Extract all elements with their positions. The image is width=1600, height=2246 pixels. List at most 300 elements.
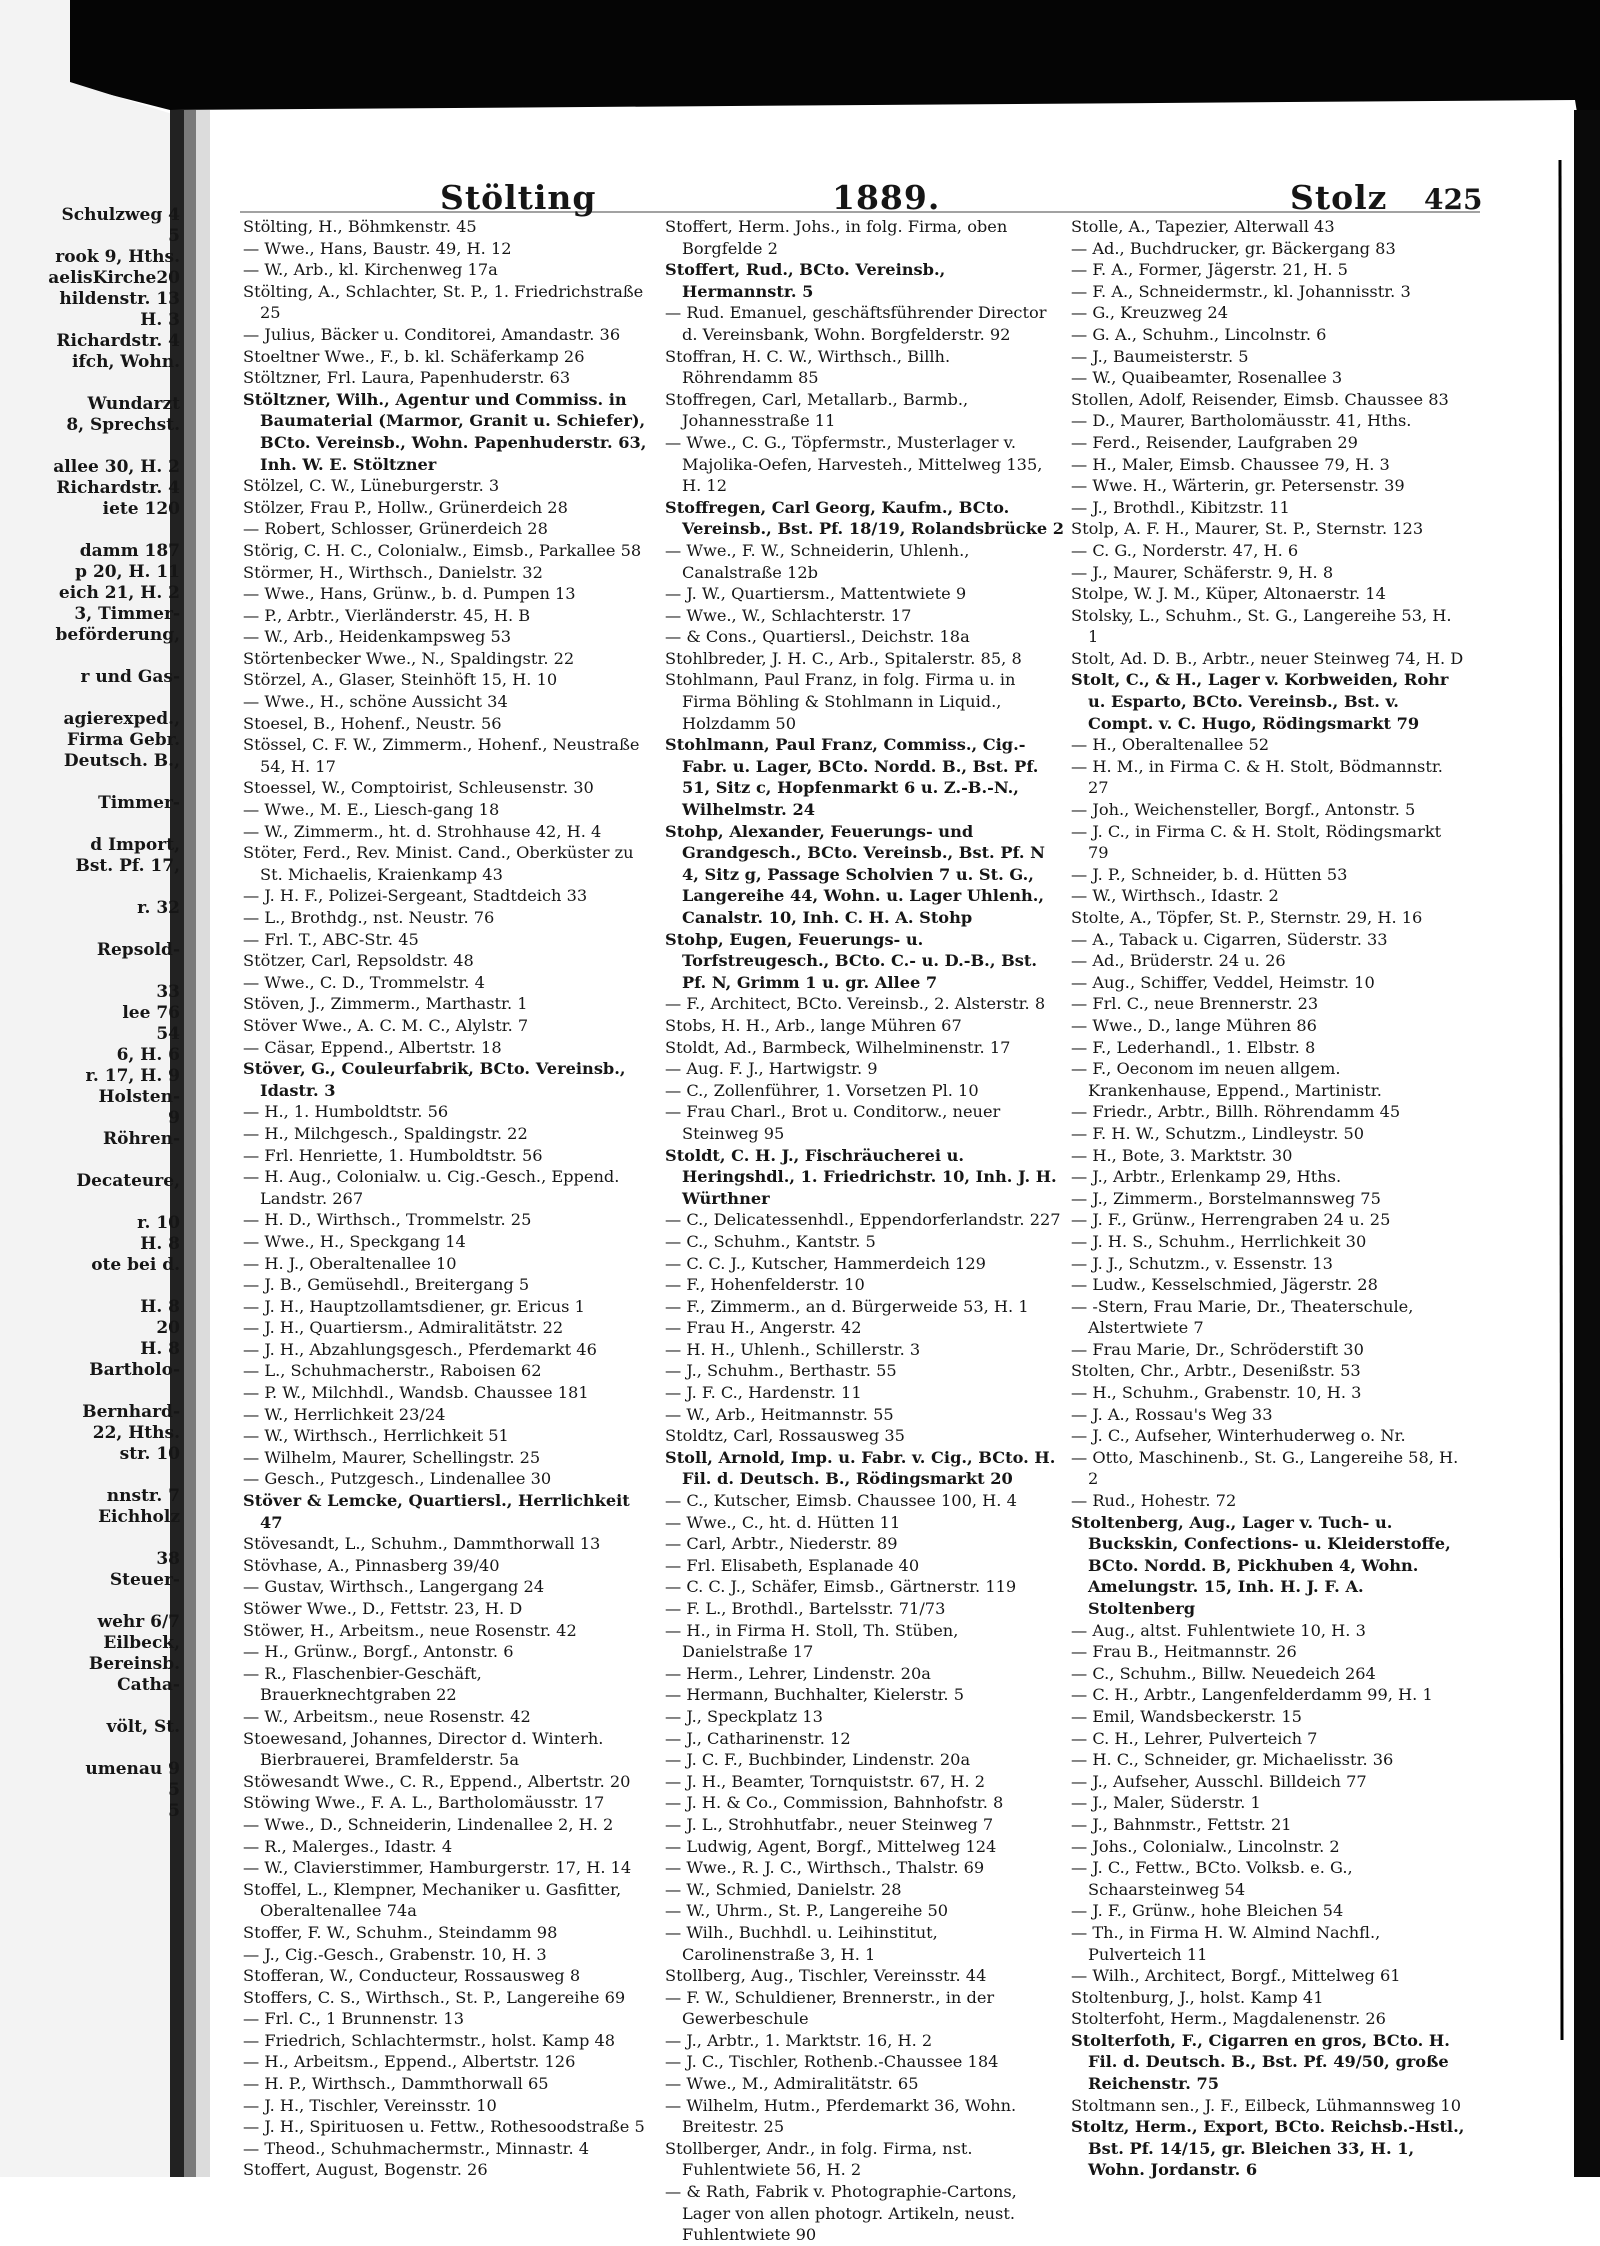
directory-entry: — & Rath, Fabrik v. Photographie-Cartons, Lager von allen photogr. Artikeln, neust. Fuhlentwiete 90: [665, 2182, 1017, 2245]
directory-entry: — Rud., Hohestr. 72: [1071, 1491, 1237, 1511]
directory-entry: Stoffer, F. W., Schuhm., Steindamm 98: [243, 1922, 558, 1942]
directory-entry: Stohp, Eugen, Feuerungs- u. Torfstreugesch., BCto. C.- u. D.-B., Bst. Pf. N, Grimm 1 u. gr. Allee 7: [665, 929, 1037, 992]
directory-entry: — L., Brothdg., nst. Neustr. 76: [243, 908, 495, 927]
left-fragment-line: Timmer-: [98, 793, 180, 813]
directory-entry: Stolt, Ad. D. B., Arbtr., neuer Steinweg 74, H. D: [1071, 648, 1464, 668]
directory-entry: — R., Flaschenbier-Geschäft, Brauerknechtgraben 22: [243, 1663, 482, 1705]
directory-entry: — J. H., Tischler, Vereinsstr. 10: [243, 2095, 497, 2115]
directory-entry: — J., Maler, Süderstr. 1: [1071, 1793, 1261, 1813]
directory-entry: — J. H. & Co., Commission, Bahnhofstr. 8: [665, 1793, 1004, 1813]
directory-entry: — J., Brothdl., Kibitzstr. 11: [1071, 497, 1290, 517]
directory-entry: — F. W., Schuldiener, Brennerstr., in der Gewerbeschule: [665, 1987, 995, 2029]
directory-entry: — Aug. F. J., Hartwigstr. 9: [665, 1059, 878, 1079]
left-fragment-line: H. 8: [140, 1339, 180, 1359]
directory-entry: — C., Zollenführer, 1. Vorsetzen Pl. 10: [665, 1080, 979, 1100]
directory-entry: — J. F., Grünw., hohe Bleichen 54: [1071, 1901, 1344, 1921]
directory-entry: — H., Oberaltenallee 52: [1071, 735, 1270, 755]
directory-entry: — J. H., Beamter, Tornquiststr. 67, H. 2: [665, 1771, 986, 1791]
directory-column-1: [243, 216, 657, 2180]
directory-entry: — Ferd., Reisender, Laufgraben 29: [1071, 432, 1358, 452]
directory-entry: Stöver Wwe., A. C. M. C., Alylstr. 7: [243, 1015, 529, 1035]
directory-entry: — C. C. J., Schäfer, Eimsb., Gärtnerstr. 119: [665, 1577, 1017, 1597]
directory-entry: — A., Taback u. Cigarren, Süderstr. 33: [1071, 929, 1388, 949]
directory-entry: Stofferan, W., Conducteur, Rossausweg 8: [243, 1966, 581, 1986]
left-fragment-line: 3, Timmer-: [74, 604, 180, 624]
left-fragment-line: [0, 373, 180, 394]
directory-entry: Stöven, J., Zimmerm., Marthastr. 1: [243, 994, 528, 1014]
left-fragment-line: d Import,: [90, 835, 180, 855]
directory-entry: Störtenbecker Wwe., N., Spaldingstr. 22: [243, 648, 575, 668]
directory-entry: Stohlmann, Paul Franz, Commiss., Cig.-Fabr. u. Lager, BCto. Nordd. B., Bst. Pf. 51, Sitz c, Hopfenmarkt 6 u. Z.-B.-N., Wilhelmstr. 24: [665, 735, 1039, 820]
left-fragment-line: [0, 772, 180, 793]
directory-entry: — Wwe., M. E., Liesch-gang 18: [243, 800, 500, 820]
left-fragment-line: [0, 961, 180, 982]
directory-entry: — C., Delicatessenhdl., Eppendorferlandstr. 227: [665, 1210, 1061, 1230]
directory-entry: — Th., in Firma H. W. Almind Nachfl., Pulverteich 11: [1071, 1922, 1381, 1964]
left-fragment-line: [0, 1381, 180, 1402]
directory-entry: — Friedrich, Schlachtermstr., holst. Kamp 48: [243, 2030, 616, 2050]
left-fragment-line: [0, 1738, 180, 1759]
directory-entry: — Frau H., Angerstr. 42: [665, 1318, 862, 1338]
directory-entry: — F., Oeconom im neuen allgem. Krankenhause, Eppend., Martinistr.: [1071, 1059, 1382, 1100]
directory-entry: — Wwe., C., ht. d. Hütten 11: [665, 1512, 901, 1532]
directory-entry: — J. H., Hauptzollamtsdiener, gr. Ericus 1: [243, 1296, 585, 1316]
directory-entry: — W., Arb., Heidenkampsweg 53: [243, 627, 512, 647]
directory-entry: — Hermann, Buchhalter, Kielerstr. 5: [665, 1685, 965, 1705]
left-fragment-line: [0, 919, 180, 940]
directory-entry: Stolsky, L., Schuhm., St. G., Langereihe 53, H. 1: [1071, 605, 1452, 647]
directory-entry: — W., Wirthsch., Herrlichkeit 51: [243, 1426, 509, 1446]
left-fragment-line: [0, 1465, 180, 1486]
left-fragment-line: 33: [156, 982, 180, 1002]
left-fragment-line: 5: [168, 1780, 180, 1800]
directory-entry: — Wwe., M., Admiralitätstr. 65: [665, 2074, 919, 2094]
left-fragment-line: ifch, Wohn.: [71, 352, 180, 372]
directory-entry: — Frl. Elisabeth, Esplanade 40: [665, 1555, 920, 1575]
directory-entry: Stöver, G., Couleurfabrik, BCto. Vereinsb., Idastr. 3: [243, 1059, 626, 1100]
directory-entry: — J., Schuhm., Berthastr. 55: [665, 1361, 897, 1381]
directory-entry: Stoll, Arnold, Imp. u. Fabr. v. Cig., BCto. H. Fil. d. Deutsch. B., Rödingsmarkt 20: [665, 1447, 1056, 1489]
directory-entry: — G., Kreuzweg 24: [1071, 303, 1229, 323]
left-fragment-line: p 20, H. 11: [75, 562, 180, 582]
directory-entry: — J. H., Quartiersm., Admiralitätstr. 22: [243, 1318, 564, 1338]
directory-entry: Stoffers, C. S., Wirthsch., St. P., Langereihe 69: [243, 1987, 626, 2007]
directory-entry: — J. C., Aufseher, Winterhuderweg o. Nr.: [1071, 1426, 1406, 1446]
directory-entry: — F. H. W., Schutzm., Lindleystr. 50: [1071, 1123, 1365, 1143]
left-fragment-line: 22, Hths.: [92, 1423, 180, 1443]
directory-entry: — H., Bote, 3. Marktstr. 30: [1071, 1145, 1293, 1165]
directory-entry: Stötzer, Carl, Repsoldstr. 48: [243, 951, 474, 971]
directory-entry: — H., in Firma H. Stoll, Th. Stüben, Danielstraße 17: [665, 1620, 959, 1662]
left-fragment-line: H. 8: [140, 1297, 180, 1317]
directory-entry: — C. G., Norderstr. 47, H. 6: [1071, 540, 1299, 560]
directory-entry: — H. M., in Firma C. & H. Stolt, Bödmannstr. 27: [1071, 756, 1443, 798]
left-fragment-line: [0, 520, 180, 541]
directory-entry: — F. L., Brothdl., Bartelsstr. 71/73: [665, 1599, 946, 1618]
directory-entry: Stoffregen, Carl, Metallarb., Barmb., Johannesstraße 11: [665, 389, 969, 431]
directory-entry: — Julius, Bäcker u. Conditorei, Amandastr. 36: [243, 324, 621, 344]
left-fragment-line: völt, St.: [106, 1717, 180, 1737]
directory-entry: Stöltzner, Frl. Laura, Papenhuderstr. 63: [243, 368, 571, 388]
directory-entry: — Wwe., H., schöne Aussicht 34: [243, 692, 508, 712]
left-fragment-line: [0, 436, 180, 457]
directory-entry: — Frl. T., ABC-Str. 45: [243, 929, 419, 949]
directory-entry: Stoffel, L., Klempner, Mechaniker u. Gasfitter, Oberaltenallee 74a: [243, 1879, 622, 1921]
left-fragment-line: Holsten-: [98, 1087, 180, 1107]
left-fragment-line: [0, 1150, 180, 1171]
left-fragment-line: iete 120: [102, 499, 180, 519]
directory-entry: — Carl, Arbtr., Niederstr. 89: [665, 1534, 898, 1554]
directory-entry: — J. H., Abzahlungsgesch., Pferdemarkt 46: [243, 1339, 597, 1359]
directory-entry: Störig, C. H. C., Colonialw., Eimsb., Parkallee 58: [243, 540, 642, 560]
directory-entry: — J., Bahnmstr., Fettstr. 21: [1071, 1814, 1292, 1834]
directory-entry: — Theod., Schuhmachermstr., Minnastr. 4: [243, 2138, 590, 2158]
left-fragment-line: Eilbeck,: [103, 1633, 180, 1653]
directory-entry: — C. H., Lehrer, Pulverteich 7: [1071, 1728, 1318, 1748]
directory-entry: Stolpe, W. J. M., Küper, Altonaerstr. 14: [1071, 584, 1386, 604]
directory-entry: — F., Zimmerm., an d. Bürgerweide 53, H. 1: [665, 1296, 1029, 1316]
left-fragment-line: [0, 814, 180, 835]
directory-entry: — Wwe., H., Speckgang 14: [243, 1231, 466, 1251]
directory-entry: Stölzel, C. W., Lüneburgerstr. 3: [243, 476, 500, 496]
directory-entry: Stöwer, H., Arbeitsm., neue Rosenstr. 42: [243, 1620, 577, 1640]
directory-entry: — J. A., Rossau's Weg 33: [1071, 1404, 1273, 1424]
left-fragment-line: Bartholo-: [89, 1360, 180, 1380]
directory-entry: — W., Clavierstimmer, Hamburgerstr. 17, H. 14: [243, 1858, 632, 1878]
directory-entry: Stobs, H. H., Arb., lange Mühren 67: [665, 1015, 962, 1035]
left-fragment-line: Richardstr. 4: [56, 478, 180, 498]
directory-entry: — Wwe. H., Wärterin, gr. Petersenstr. 39: [1071, 476, 1405, 496]
directory-entry: — J. C. F., Buchbinder, Lindenstr. 20a: [665, 1750, 971, 1770]
directory-entry: Stoldtz, Carl, Rossausweg 35: [665, 1426, 905, 1446]
directory-entry: Stoffregen, Carl Georg, Kaufm., BCto. Vereinsb., Bst. Pf. 18/19, Rolandsbrücke 2: [665, 497, 1065, 539]
directory-entry: Stohlbreder, J. H. C., Arb., Spitalerstr. 85, 8: [665, 648, 1022, 668]
left-fragment-line: 5: [168, 226, 180, 246]
left-fragment-line: aelisKirche20: [48, 268, 180, 288]
directory-entry: — C. C. J., Kutscher, Hammerdeich 129: [665, 1253, 986, 1273]
left-fragment-line: nnstr. 7: [106, 1486, 180, 1506]
left-fragment-line: allee 30, H. 2: [53, 457, 180, 477]
directory-entry: Stoldt, C. H. J., Fischräucherei u. Heringshdl., 1. Friedrichstr. 10, Inh. J. H. Würthner: [665, 1145, 1057, 1208]
left-fragment-line: 8, Sprechst.: [66, 415, 180, 435]
left-fragment-line: r. 10: [137, 1213, 180, 1233]
directory-entry: — Otto, Maschinenb., St. G., Langereihe 58, H. 2: [1071, 1447, 1459, 1489]
left-fragment-line: r. 32: [137, 898, 180, 918]
running-header-year: 1889.: [832, 178, 941, 217]
directory-entry: — H. P., Wirthsch., Dammthorwall 65: [243, 2074, 549, 2094]
directory-entry: Stolte, A., Töpfer, St. P., Sternstr. 29, H. 16: [1071, 908, 1423, 927]
running-header-right: Stolz: [1290, 178, 1388, 217]
directory-entry: Stoltenberg, Aug., Lager v. Tuch- u. Buckskin, Confections- u. Kleiderstoffe, BCto. Nordd. B, Pickhuben 4, Wohn. Amelungstr. 15, Inh. H. J. F. A. Stoltenberg: [1071, 1512, 1451, 1618]
directory-entry: — J. C., in Firma C. & H. Stolt, Rödingsmarkt 79: [1071, 821, 1442, 863]
left-fragment-line: [0, 877, 180, 898]
directory-entry: Stolterfoth, F., Cigarren en gros, BCto. H. Fil. d. Deutsch. B., Bst. Pf. 49/50, große Reichenstr. 75: [1071, 2030, 1450, 2094]
directory-entry: — H. J., Oberaltenallee 10: [243, 1253, 457, 1273]
directory-entry: — Wwe., F. W., Schneiderin, Uhlenh., Canalstraße 12b: [665, 540, 970, 582]
directory-entry: — Friedr., Arbtr., Billh. Röhrendamm 45: [1071, 1102, 1401, 1122]
directory-entry: Stöwesandt Wwe., C. R., Eppend., Albertstr. 20: [243, 1771, 631, 1791]
directory-entry: — J., Speckplatz 13: [665, 1706, 823, 1726]
directory-entry: — F. A., Schneidermstr., kl. Johannisstr. 3: [1071, 281, 1411, 301]
directory-entry: — H., Milchgesch., Spaldingstr. 22: [243, 1123, 528, 1143]
directory-entry: — Wwe., C. D., Trommelstr. 4: [243, 972, 485, 992]
directory-entry: Stössel, C. F. W., Zimmerm., Hohenf., Neustraße 54, H. 17: [243, 735, 640, 776]
left-fragment-line: [0, 1276, 180, 1297]
left-fragment-line: 54: [156, 1024, 180, 1044]
directory-entry: — Herm., Lehrer, Lindenstr. 20a: [665, 1663, 931, 1683]
left-fragment-line: eich 21, H. 2: [58, 583, 180, 603]
directory-entry: — J. F. C., Hardenstr. 11: [665, 1383, 862, 1403]
left-fragment-line: Bernhard-: [82, 1402, 180, 1422]
directory-entry: — C., Schuhm., Billw. Neuedeich 264: [1071, 1663, 1376, 1683]
directory-entry: Stoewesand, Johannes, Director d. Winterh. Bierbrauerei, Bramfelderstr. 5a: [243, 1728, 604, 1770]
left-fragment-line: agierexped.,: [63, 709, 180, 729]
directory-entry: — C., Schuhm., Kantstr. 5: [665, 1231, 876, 1251]
directory-entry: — W., Zimmerm., ht. d. Strohhause 42, H. 4: [243, 821, 602, 841]
directory-entry: — Wilhelm, Hutm., Pferdemarkt 36, Wohn. Breitestr. 25: [665, 2095, 1017, 2137]
directory-entry: — J. J., Schutzm., v. Essenstr. 13: [1071, 1253, 1333, 1273]
directory-entry: — Wwe., W., Schlachterstr. 17: [665, 605, 912, 625]
directory-entry: — F., Lederhandl., 1. Elbstr. 8: [1071, 1037, 1316, 1057]
directory-entry: — J. L., Strohhutfabr., neuer Steinweg 7: [665, 1814, 994, 1834]
directory-entry: — D., Maurer, Bartholomäusstr. 41, Hths.: [1071, 411, 1412, 431]
directory-entry: — Ludw., Kesselschmied, Jägerstr. 28: [1071, 1275, 1378, 1295]
directory-entry: — F., Architect, BCto. Vereinsb., 2. Alsterstr. 8: [665, 994, 1046, 1014]
directory-entry: — H., Grünw., Borgf., Antonstr. 6: [243, 1642, 514, 1662]
directory-entry: Stoesel, B., Hohenf., Neustr. 56: [243, 713, 502, 733]
left-fragment-line: [0, 1192, 180, 1213]
directory-entry: — Cäsar, Eppend., Albertstr. 18: [243, 1037, 502, 1057]
directory-entry: Stövhase, A., Pinnasberg 39/40: [243, 1555, 500, 1575]
directory-entry: Stoffert, August, Bogenstr. 26: [243, 2160, 488, 2180]
directory-entry: — Aug., altst. Fuhlentwiete 10, H. 3: [1071, 1620, 1366, 1640]
directory-entry: — H., Maler, Eimsb. Chaussee 79, H. 3: [1071, 454, 1390, 474]
left-fragment-line: [0, 1696, 180, 1717]
directory-entry: — C. H., Arbtr., Langenfelderdamm 99, H. 1: [1071, 1685, 1433, 1705]
directory-entry: Stollberger, Andr., in folg. Firma, nst. Fuhlentwiete 56, H. 2: [665, 2138, 973, 2180]
directory-entry: Stollberg, Aug., Tischler, Vereinsstr. 44: [665, 1966, 987, 1986]
directory-entry: — J. C., Tischler, Rothenb.-Chaussee 184: [665, 2052, 999, 2072]
running-header-left: Stölting: [440, 178, 597, 217]
directory-entry: — Emil, Wandsbeckerstr. 15: [1071, 1706, 1302, 1726]
directory-entry: — Wwe., D., Schneiderin, Lindenallee 2, H. 2: [243, 1814, 614, 1834]
left-fragment-line: Deutsch. B.,: [63, 751, 180, 771]
left-fragment-line: wehr 6/7: [97, 1612, 180, 1632]
left-fragment-line: Catha-: [117, 1675, 180, 1695]
left-fragment-line: ote bei d.: [91, 1255, 180, 1275]
directory-entry: — J. H. F., Polizei-Sergeant, Stadtdeich 33: [243, 886, 588, 906]
left-fragment-line: [0, 1528, 180, 1549]
directory-entry: — J., Baumeisterstr. 5: [1071, 346, 1249, 366]
directory-entry: — L., Schuhmacherstr., Raboisen 62: [243, 1361, 542, 1381]
directory-entry: — -Stern, Frau Marie, Dr., Theaterschule, Alstertwiete 7: [1071, 1296, 1414, 1338]
directory-entry: Stöter, Ferd., Rev. Minist. Cand., Oberküster zu St. Michaelis, Kraienkamp 43: [243, 843, 634, 884]
directory-entry: — H. D., Wirthsch., Trommelstr. 25: [243, 1210, 532, 1230]
left-fragment-line: r. 17, H. 9: [85, 1066, 180, 1086]
directory-entry: Stoffran, H. C. W., Wirthsch., Billh. Röhrendamm 85: [665, 346, 951, 388]
directory-entry: — J. B., Gemüsehdl., Breitergang 5: [243, 1275, 530, 1295]
directory-entry: — W., Arb., kl. Kirchenweg 17a: [243, 260, 498, 280]
left-fragment-line: Bst. Pf. 17,: [75, 856, 180, 876]
directory-entry: Stoltenburg, J., holst. Kamp 41: [1071, 1987, 1324, 2007]
left-fragment-line: Richardstr. 4: [56, 331, 180, 351]
left-fragment-line: Eichholz: [98, 1507, 180, 1527]
directory-entry: — J., Aufseher, Ausschl. Billdeich 77: [1071, 1771, 1367, 1791]
directory-entry: — W., Quaibeamter, Rosenallee 3: [1071, 368, 1343, 388]
directory-entry: — Wwe., R. J. C., Wirthsch., Thalstr. 69: [665, 1858, 985, 1878]
directory-entry: — Frl. C., 1 Brunnenstr. 13: [243, 2009, 465, 2029]
directory-entry: Stohp, Alexander, Feuerungs- und Grandgesch., BCto. Vereinsb., Bst. Pf. N 4, Sitz g, Passage Scholvien 7 u. St. G., Langereihe 44, Wohn. u. Lager Uhlenh., Canalstr. 10, Inh. C. H. A. Stohp: [665, 821, 1045, 927]
directory-entry: — J., Catharinenstr. 12: [665, 1728, 851, 1748]
directory-entry: Stoffert, Rud., BCto. Vereinsb., Hermannstr. 5: [665, 260, 946, 301]
directory-entry: — Aug., Schiffer, Veddel, Heimstr. 10: [1071, 972, 1375, 992]
directory-entry: — J., Maurer, Schäferstr. 9, H. 8: [1071, 562, 1334, 582]
directory-entry: Stöver & Lemcke, Quartiersl., Herrlichkeit 47: [243, 1491, 630, 1532]
directory-entry: Stolle, A., Tapezier, Alterwall 43: [1071, 217, 1335, 236]
directory-entry: — Wwe., Hans, Grünw., b. d. Pumpen 13: [243, 584, 576, 604]
directory-entry: — R., Malerges., Idastr. 4: [243, 1836, 453, 1856]
directory-entry: — H. C., Schneider, gr. Michaelisstr. 36: [1071, 1750, 1394, 1770]
directory-entry: Stoldt, Ad., Barmbeck, Wilhelminenstr. 17: [665, 1037, 1011, 1057]
directory-entry: — Frl. C., neue Brennerstr. 23: [1071, 994, 1319, 1014]
directory-entry: — Wilh., Architect, Borgf., Mittelweg 61: [1071, 1966, 1401, 1986]
directory-entry: Stolten, Chr., Arbtr., Desenißstr. 53: [1071, 1361, 1361, 1381]
directory-entry: — & Cons., Quartiersl., Deichstr. 18a: [665, 627, 970, 647]
directory-entry: — J., Zimmerm., Borstelmannsweg 75: [1071, 1188, 1381, 1208]
directory-entry: — J. P., Schneider, b. d. Hütten 53: [1071, 864, 1348, 884]
directory-entry: — Ludwig, Agent, Borgf., Mittelweg 124: [665, 1836, 997, 1856]
directory-entry: Stöwer Wwe., D., Fettstr. 23, H. D: [243, 1599, 523, 1618]
directory-entry: Stöltzner, Wilh., Agentur und Commiss. in Baumaterial (Marmor, Granit u. Schiefer), BCto. Vereinsb., Wohn. Papenhuderstr. 63, Inh. W. E. Stöltzner: [243, 389, 647, 474]
left-fragment-line: Schulzweg 4: [61, 205, 180, 225]
directory-entry: — H., Arbeitsm., Eppend., Albertstr. 126: [243, 2052, 576, 2072]
directory-entry: Stolterfoht, Herm., Magdalenenstr. 26: [1071, 2009, 1386, 2029]
page-number: 425: [1424, 183, 1483, 216]
directory-entry: Stoeltner Wwe., F., b. kl. Schäferkamp 26: [243, 346, 585, 366]
directory-entry: — J. C., Fettw., BCto. Volksb. e. G., Schaarsteinweg 54: [1071, 1858, 1353, 1899]
directory-entry: — Wilhelm, Maurer, Schellingstr. 25: [243, 1447, 541, 1467]
directory-entry: — H. Aug., Colonialw. u. Cig.-Gesch., Eppend. Landstr. 267: [243, 1167, 620, 1208]
directory-entry: — Joh., Weichensteller, Borgf., Antonstr. 5: [1071, 800, 1416, 820]
left-fragment-line: beförderung,: [55, 625, 180, 645]
left-fragment-line: damm 187: [79, 541, 180, 561]
directory-entry: — J., Arbtr., 1. Marktstr. 16, H. 2: [665, 2030, 933, 2050]
directory-entry: Stoltz, Herm., Export, BCto. Reichsb.-Hstl., Bst. Pf. 14/15, gr. Bleichen 33, H. 1, Wohn. Jordanstr. 6: [1071, 2117, 1465, 2180]
directory-entry: — W., Arbeitsm., neue Rosenstr. 42: [243, 1706, 531, 1726]
directory-entry: Störmer, H., Wirthsch., Danielstr. 32: [243, 562, 543, 582]
directory-entry: Stöwing Wwe., F. A. L., Bartholomäusstr. 17: [243, 1793, 605, 1813]
directory-entry: — Robert, Schlosser, Grünerdeich 28: [243, 519, 548, 539]
left-fragment-line: 9: [168, 1108, 180, 1128]
left-fragment-line: Bereinsb.: [88, 1654, 180, 1674]
directory-entry: — C., Kutscher, Eimsb. Chaussee 100, H. 4: [665, 1491, 1017, 1511]
left-fragment-line: Wundarzt: [87, 394, 180, 414]
directory-entry: Stölting, H., Böhmkenstr. 45: [243, 217, 477, 236]
directory-entry: — Frau Charl., Brot u. Conditorw., neuer Steinweg 95: [665, 1102, 1001, 1143]
left-fragment-line: r und Gas-: [80, 667, 180, 687]
directory-entry: — F., Hohenfelderstr. 10: [665, 1275, 865, 1295]
directory-entry: — Wwe., C. G., Töpfermstr., Musterlager v. Majolika-Oefen, Harvesteh., Mittelweg 135, H. 12: [665, 432, 1043, 496]
directory-entry: — H., Schuhm., Grabenstr. 10, H. 3: [1071, 1383, 1362, 1403]
left-fragment-line: lee 76: [122, 1003, 180, 1023]
directory-entry: — J., Arbtr., Erlenkamp 29, Hths.: [1071, 1167, 1342, 1187]
directory-entry: — W., Arb., Heitmannstr. 55: [665, 1404, 894, 1424]
directory-entry: — J., Cig.-Gesch., Grabenstr. 10, H. 3: [243, 1944, 547, 1964]
directory-entry: — F. A., Former, Jägerstr. 21, H. 5: [1071, 260, 1348, 280]
directory-entry: — W., Wirthsch., Idastr. 2: [1071, 886, 1279, 906]
left-fragment-line: H. 8: [140, 1234, 180, 1254]
left-fragment-line: Röhren-: [102, 1129, 180, 1149]
directory-entry: Störzel, A., Glaser, Steinhöft 15, H. 10: [243, 670, 558, 690]
left-fragment-line: rook 9, Hths.: [55, 247, 180, 267]
directory-entry: — H., 1. Humboldtstr. 56: [243, 1102, 449, 1122]
left-fragment-line: [0, 1591, 180, 1612]
directory-entry: — Wilh., Buchhdl. u. Leihinstitut, Carolinenstraße 3, H. 1: [665, 1922, 938, 1964]
directory-entry: Stohlmann, Paul Franz, in folg. Firma u. in Firma Böhling & Stohlmann in Liquid., Holzdamm 50: [665, 670, 1016, 733]
left-fragment-line: Steuer-: [109, 1570, 180, 1590]
directory-entry: — Ad., Brüderstr. 24 u. 26: [1071, 951, 1286, 971]
directory-entry: — P. W., Milchhdl., Wandsb. Chaussee 181: [243, 1383, 589, 1403]
directory-entry: — J. H., Spirituosen u. Fettw., Rothesoodstraße 5: [243, 2117, 645, 2137]
directory-entry: — Ad., Buchdrucker, gr. Bäckergang 83: [1071, 238, 1396, 258]
directory-entry: — J. W., Quartiersm., Mattentwiete 9: [665, 584, 967, 604]
directory-entry: — J. H. S., Schuhm., Herrlichkeit 30: [1071, 1231, 1367, 1251]
directory-entry: Stölting, A., Schlachter, St. P., 1. Friedrichstraße 25: [243, 281, 644, 323]
left-fragment-line: [0, 688, 180, 709]
directory-entry: — G. A., Schuhm., Lincolnstr. 6: [1071, 324, 1327, 344]
directory-entry: Stolt, C., & H., Lager v. Korbweiden, Rohr u. Esparto, BCto. Vereinsb., Bst. v. Compt. v. C. Hugo, Rödingsmarkt 79: [1071, 670, 1449, 733]
directory-entry: Stollen, Adolf, Reisender, Eimsb. Chaussee 83: [1071, 389, 1449, 409]
left-fragment-line: 20: [156, 1318, 180, 1338]
directory-entry: — Gustav, Wirthsch., Langergang 24: [243, 1577, 545, 1597]
left-page-fragment: [0, 205, 180, 2025]
directory-entry: Stolp, A. F. H., Maurer, St. P., Sternstr. 123: [1071, 519, 1424, 539]
left-fragment-line: Repsold-: [96, 940, 180, 960]
directory-entry: — Rud. Emanuel, geschäftsführender Director d. Vereinsbank, Wohn. Borgfelderstr. 92: [665, 303, 1047, 344]
directory-column-3: [1071, 216, 1466, 2180]
directory-entry: — W., Herrlichkeit 23/24: [243, 1404, 446, 1424]
directory-entry: — Frau Marie, Dr., Schröderstift 30: [1071, 1339, 1364, 1359]
directory-entry: — H. H., Uhlenh., Schillerstr. 3: [665, 1339, 921, 1359]
left-fragment-line: hildenstr. 13: [59, 289, 180, 309]
directory-entry: Stölzer, Frau P., Hollw., Grünerdeich 28: [243, 497, 568, 517]
directory-entry: — Wwe., Hans, Baustr. 49, H. 12: [243, 238, 512, 258]
left-fragment-line: str. 10: [119, 1444, 180, 1464]
directory-entry: — P., Arbtr., Vierländerstr. 45, H. B: [243, 605, 531, 625]
directory-entry: Stoessel, W., Comptoirist, Schleusenstr. 30: [243, 778, 594, 798]
directory-column-2: [665, 216, 1065, 2245]
left-fragment-line: 6, H. 6: [116, 1045, 180, 1065]
directory-entry: Stoffert, Herm. Johs., in folg. Firma, oben Borgfelde 2: [665, 217, 1008, 258]
left-fragment-line: Firma Gebr.: [67, 730, 180, 750]
left-fragment-line: 5: [168, 1801, 180, 1821]
left-fragment-line: Decateure,: [76, 1171, 180, 1191]
left-fragment-line: H. 3: [140, 310, 180, 330]
left-fragment-line: 38: [156, 1549, 180, 1569]
directory-entry: — J. F., Grünw., Herrengraben 24 u. 25: [1071, 1210, 1391, 1230]
directory-entry: — W., Uhrm., St. P., Langereihe 50: [665, 1901, 949, 1921]
directory-entry: — W., Schmied, Danielstr. 28: [665, 1879, 902, 1899]
directory-entry: — Frl. Henriette, 1. Humboldtstr. 56: [243, 1145, 543, 1165]
directory-entry: — Frau B., Heitmannstr. 26: [1071, 1642, 1297, 1662]
directory-entry: — Wwe., D., lange Mühren 86: [1071, 1015, 1317, 1035]
directory-entry: — Gesch., Putzgesch., Lindenallee 30: [243, 1469, 552, 1489]
left-fragment-line: umenau 9: [85, 1759, 180, 1779]
directory-entry: Stoltmann sen., J. F., Eilbeck, Lühmannsweg 10: [1071, 2095, 1462, 2115]
left-fragment-line: [0, 646, 180, 667]
directory-entry: Stövesandt, L., Schuhm., Dammthorwall 13: [243, 1534, 601, 1554]
directory-entry: — Johs., Colonialw., Lincolnstr. 2: [1071, 1836, 1340, 1856]
